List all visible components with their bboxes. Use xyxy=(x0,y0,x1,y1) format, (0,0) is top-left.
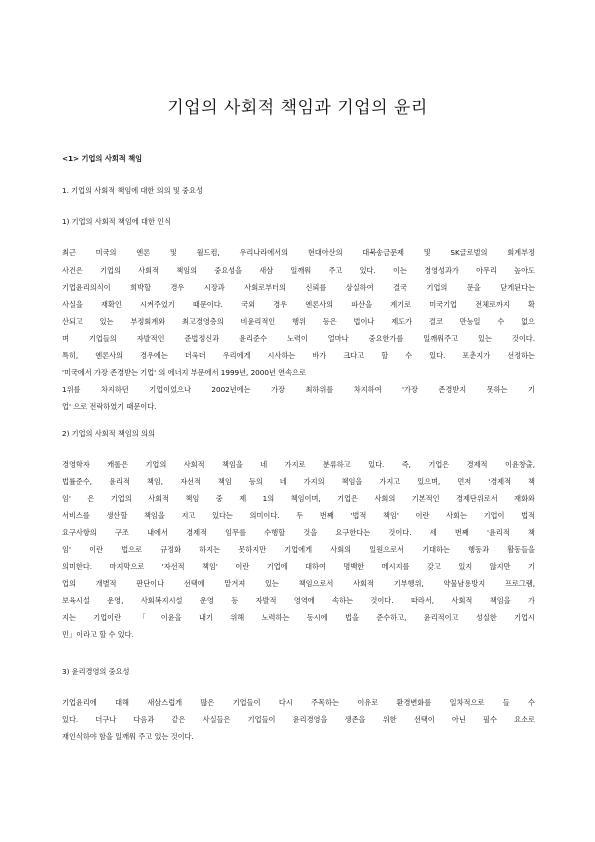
paragraph-line: 기업윤리에 대해 새삼스럽게 많은 기업들이 다시 주목하는 이유로 환경변화를 일차적으로 들 수 xyxy=(62,698,535,707)
paragraph-line: 1위를 차지하던 기업이었으나 2002년에는 가장 최하위를 차지하여 '가장 존경받지 못하는 기 xyxy=(62,385,535,394)
paragraph-line: 며 기업들의 자발적인 준법정신과 윤리준수 노력이 얼마나 중요한가를 일깨워주고 있는 것이다. xyxy=(62,334,535,343)
paragraph-line: '미국에서 가장 존경받는 기업' 의 에너지 부문에서 1999년, 2000년 연속으로 xyxy=(62,368,306,377)
paragraph-line: 업' 으로 전락하였기 때문이다. xyxy=(62,402,157,411)
paragraph-line: 민」이라고 할 수 있다. xyxy=(62,630,134,639)
paragraph-line: 최근 미국의 엔론 및 월드컴, 우리나라에서의 현대아산의 대북송금문제 및 SK글로벌의 회계부정 xyxy=(62,248,535,257)
subsection-heading: 1. 기업의 사회적 책임에 대한 의의 및 중요성 xyxy=(62,186,203,195)
paragraph-line: 업의 개별적 판단이나 선택에 맡겨져 있는 책임으로서 사회적 기부행위, 약물남용방지 프로그램, xyxy=(62,579,535,588)
paragraph-line: 보육시설 운영, 사회복지시설 운영 등 자발적 영역에 속하는 것이다. 따라서, 사회적 책임을 가 xyxy=(62,596,535,605)
page-title: 기업의 사회적 책임과 기업의 윤리 xyxy=(167,98,428,118)
paragraph-line: 지는 기업이란 「이윤을 내기 위해 노력하는 동시에 법을 준수하고, 윤리적이고 성실한 기업시 xyxy=(62,613,535,622)
paragraph-line: 산되고 있는 부정회계와 최고경영층의 비윤리적인 행위 등은 법이나 제도가 결코 만능일 수 없으 xyxy=(62,317,535,326)
subsection-heading: 2) 기업의 사회적 책임의 의의 xyxy=(62,429,155,438)
paragraph-line: 사실을 재확인 시켜주었기 때문이다. 국외 경우 엔론사의 파산을 계기로 미국기업 전체로까지 확 xyxy=(62,300,535,309)
paragraph-line: 임' 이란 법으로 규정화 하지는 못하지만 기업에게 사회의 일원으로서 기대하는 행동과 활동들을 xyxy=(62,545,535,554)
paragraph-line: 특히, 엔론사의 경우에는 더욱더 우리에게 시사하는 바가 크다고 할 수 있다. 포춘지가 선정하는 xyxy=(62,351,535,360)
paragraph-line: 기업윤리의식이 희박할 경우 시장과 사회로부터의 신뢰를 상실하여 결국 기업의 문을 닫게된다는 xyxy=(62,283,535,292)
paragraph-line: 경영학자 캐롤은 기업의 사회적 책임을 네 가지로 분류하고 있다. 즉, 기업은 경제적 이윤창출, xyxy=(62,460,535,469)
paragraph-line: 재인식하야 함을 일깨워 주고 있는 것이다. xyxy=(62,732,194,741)
subsection-heading: 3) 윤리경영의 중요성 xyxy=(62,667,130,676)
paragraph-line: 요구사항의 구조 내에서 경제적 임무를 수행할 것을 요구한다는 것이다. 세 번째 '윤리적 책 xyxy=(62,528,535,537)
paragraph-line: 의미한다. 마지막으로 '자선적 책임' 이란 기업에 대하여 명백한 메시지를 갖고 있지 않지만 기 xyxy=(62,562,535,571)
paragraph-line: 임' 은 기업의 사회적 책임 중 제 1의 책임이며, 기업은 사회의 기본적인 경제단위로서 재화와 xyxy=(62,494,535,503)
paragraph-line: 있다. 더구나 다음과 같은 사실들은 기업들이 윤리경영을 생존을 위한 선택이 아닌 필수 요소로 xyxy=(62,715,535,724)
paragraph-line: 서비스를 생산할 책임을 지고 있다는 의미이다. 두 번째 '법적 책임' 이란 사회는 기업이 법적 xyxy=(62,511,535,520)
subsection-heading: 1) 기업의 사회적 책임에 대한 인식 xyxy=(62,217,172,226)
section-heading: <1> 기업의 사회적 책임 xyxy=(62,154,143,163)
paragraph-line: 사건은 기업의 사회적 책임의 중요성을 새삼 일깨워 주고 있다. 이는 경영성과가 아무리 높아도 xyxy=(62,266,535,275)
paragraph-line: 법률준수, 윤리적 책임, 자선적 책임 등의 네 가지의 책임을 가지고 있으며, 먼저 '경제적 책 xyxy=(62,477,535,486)
